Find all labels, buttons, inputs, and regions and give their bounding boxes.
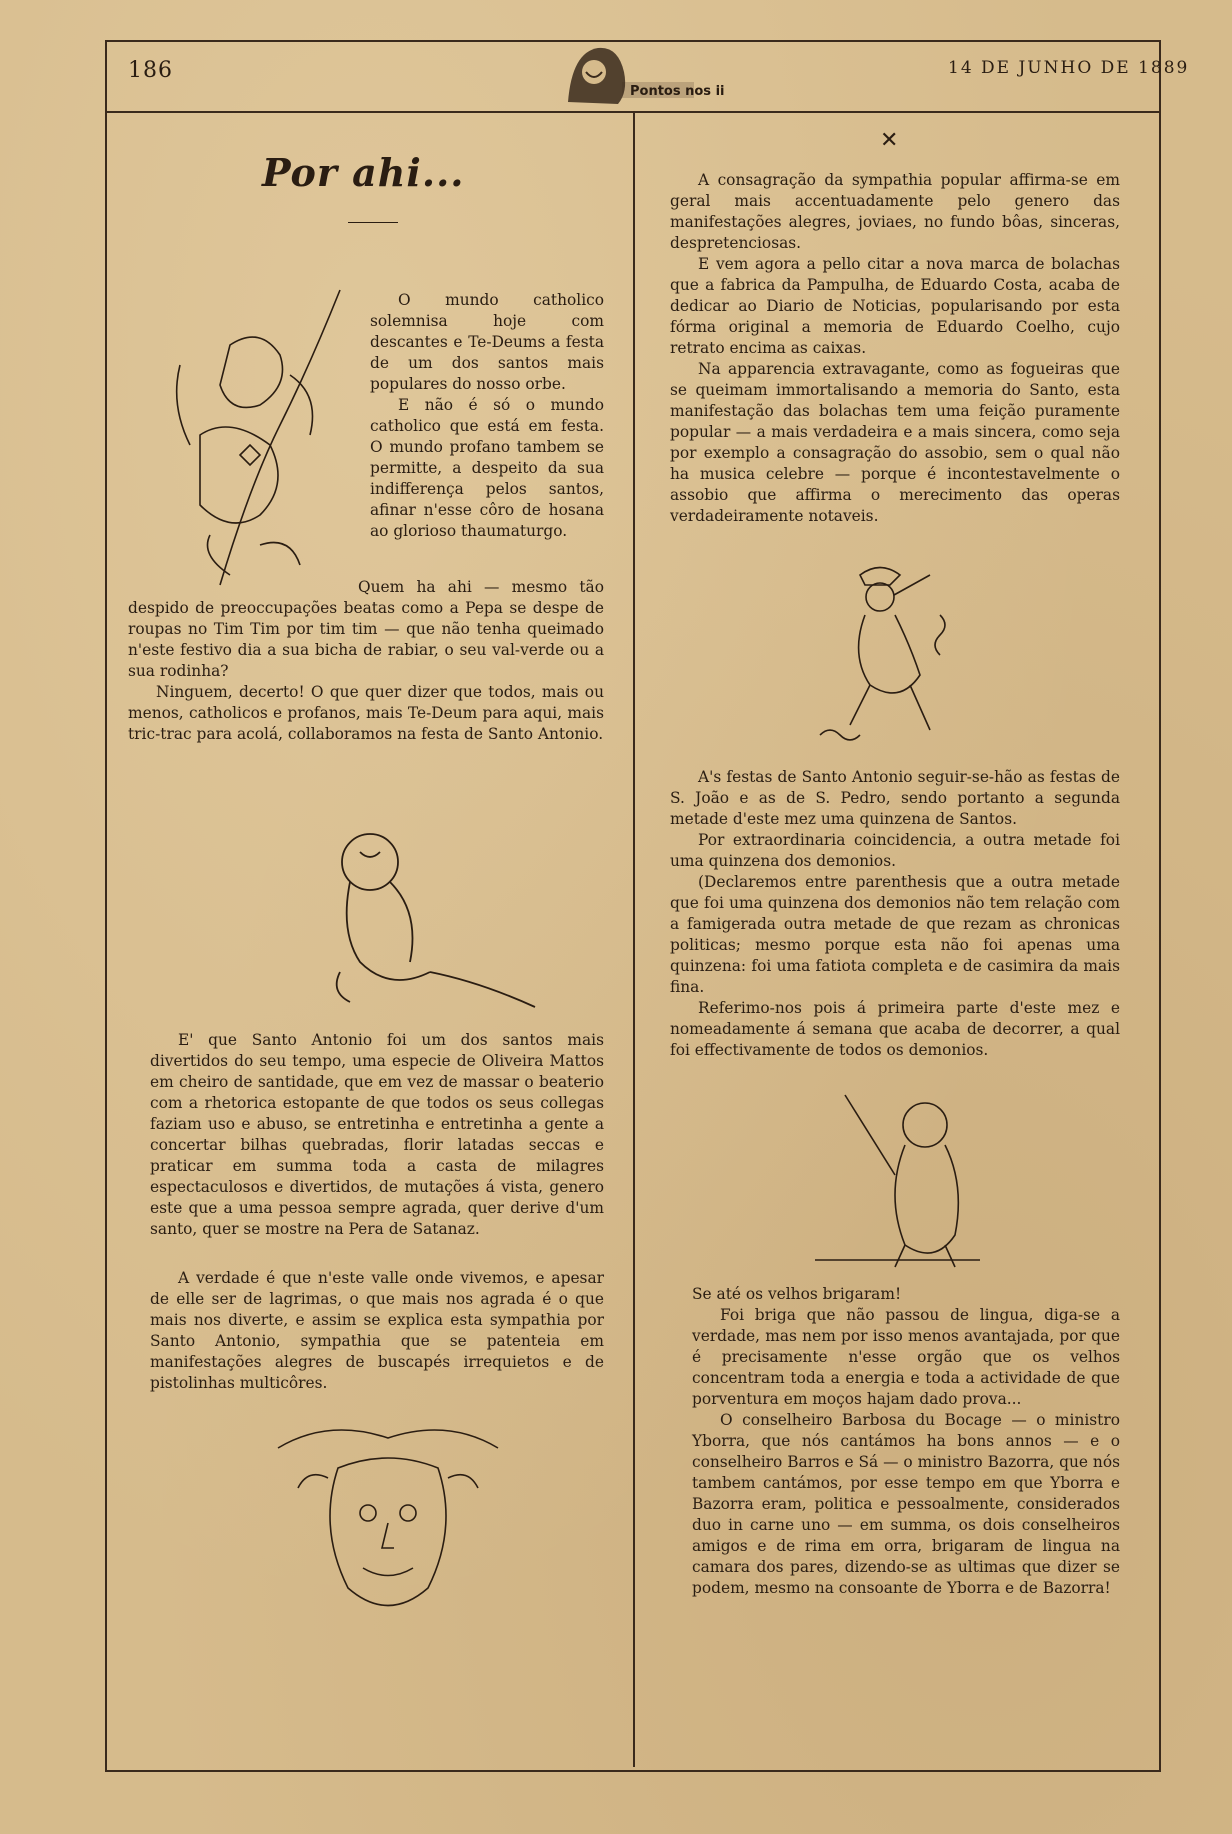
whistling-man-icon [810,555,980,750]
paragraph: E' que Santo Antonio foi um dos santos mais divertidos do seu tempo, uma especie de Oliveira Mattos em cheiro de santidade, que em vez de massar o beaterio com a rhetorica estopante de que todos os seus collegas faziam uso e abuso, se entretinha e entretinha a gente a concertar bilhas quebradas, florir latadas seccas e praticar em summa toda a casta de milagres espectaculosos e divertidos, de mutações á vista, genero este que a uma pessoa sempre agrada, quer derive d'um santo, quer se mostre na Pera de Satanaz. [150,1031,604,1238]
paragraph: A verdade é que n'este valle onde vivemos, e apesar de elle ser de lagrimas, o que mais nos agrada é o que mais nos diverte, e assim se explica esta sympathia por Santo Antonio, sympathia que se patenteia em manifestações alegres de buscapés irrequietos e de pistolinhas multicôres. [150,1269,604,1392]
face-ornament-illustration [268,1408,508,1628]
monkey-illustration [310,822,540,1012]
left-intro-text [370,290,604,542]
paragraph: Na apparencia extravagante, como as fogueiras que se queimam immortalisando a memoria do Santo, esta manifestação das bolachas tem uma feição puramente popular — a mais verdadeira e a mais sincera, como seja por exemplo a consagração do assobio, sem o qual não ha musica celebre — porque é incontestavelmente o assobio que affirma o merecimento das operas verdadeiramente notaveis. [670,360,1120,525]
paragraph: Foi briga que não passou de lingua, diga-se a verdade, mas nem por isso menos avantajada, por que é precisamente n'esse orgão que os velhos concentram toda a energia e toda a actividade de que porventura em moços hajam dado prova... [692,1306,1120,1408]
page-number: 186 [128,58,173,83]
title-rule [348,222,398,223]
right-text-block-3 [692,1284,1120,1599]
paragraph: A consagração da sympathia popular affirma-se em geral mais accentuadamente pelo genero das manifestações alegres, joviaes, no fundo bôas, sinceras, despretenciosas. [670,171,1120,252]
paragraph: Se até os velhos brigaram! [692,1285,902,1303]
header-rule [105,111,1159,113]
paragraph: O conselheiro Barbosa du Bocage — o ministro Yborra, que nós cantámos ha bons annos — e o conselheiro Barros e Sá — o ministro Bazorra, que nós tambem cantámos, por esse tempo em que Yborra e Bazorra eram, politica e pessoalmente, considerados duo in carne uno — em summa, os dois conselheiros amigos e de rima em orra, brigaram de lingua na camara dos pares, dizendo-se as ultimas que dizer se podem, mesmo na consoante de Yborra e de Bazorra! [692,1411,1120,1597]
paragraph: O mundo catholico solemnisa hoje com descantes e Te-Deums a festa de um dos santos mais populares do nosso orbe. [370,291,604,393]
article-title: Por ahi... [262,150,465,195]
old-men-illustration [805,1085,985,1270]
face-ornament-icon [268,1408,508,1628]
paragraph: E não é só o mundo catholico que está em festa. O mundo profano tambem se permitte, a despeito da sua indifferença pelos santos, afinar n'esse côro de hosana ao glorioso thaumaturgo. [370,396,604,540]
saint-illustration-icon [160,285,360,595]
left-text-block-1 [128,577,604,745]
paragraph: Por extraordinaria coincidencia, a outra metade foi uma quinzena dos demonios. [670,831,1120,870]
left-text-block-2 [150,1030,604,1240]
paragraph: Referimo-nos pois á primeira parte d'este mez e nomeadamente á semana que acaba de decorrer, a qual foi effectivamente de todos os demonios. [670,999,1120,1059]
paragraph: (Declaremos entre parenthesis que a outra metade que foi uma quinzena dos demonios não tem relação com a famigerada outra metade de que rezam as chronicas politicas; mesmo porque esta não foi apenas uma quinzena: foi uma fatiota completa e de casimira da mais fina. [670,873,1120,996]
paragraph: A's festas de Santo Antonio seguir-se-hão as festas de S. João e as de S. Pedro, sendo portanto a segunda metade d'este mez uma quinzena de Santos. [670,768,1120,828]
old-men-arguing-icon [805,1085,985,1270]
issue-date: 14 DE JUNHO DE 1889 [948,58,1190,78]
assobio-man-illustration [810,555,980,750]
saint-branch-illustration [160,285,360,595]
paragraph: E vem agora a pello citar a nova marca de bolachas que a fabrica da Pampulha, de Eduardo Costa, acaba de dedicar ao Diario de Noticias, popularisando por esta fórma original a memoria de Eduardo Coelho, cujo retrato encima as caixas. [670,255,1120,357]
monkey-icon [310,822,540,1012]
right-text-block-1 [670,170,1120,527]
column-divider [633,113,635,1767]
right-text-block-2 [670,767,1120,1061]
left-text-block-3 [150,1268,604,1394]
paragraph: Quem ha ahi — mesmo tão despido de preoccupações beatas como a Pepa se despe de roupas no Tim Tim por tim tim — que não tenha queimado n'este festivo dia a sua bicha de rabiar, o seu val-verde ou a sua rodinha? [128,578,604,680]
section-separator: ✕ [880,128,899,153]
masthead-label: Pontos nos ii [630,84,725,99]
paragraph: Ninguem, decerto! O que quer dizer que todos, mais ou menos, catholicos e profanos, mais Te-Deum para aqui, mais tric-trac para acolá, collaboramos na festa de Santo Antonio. [128,683,604,743]
